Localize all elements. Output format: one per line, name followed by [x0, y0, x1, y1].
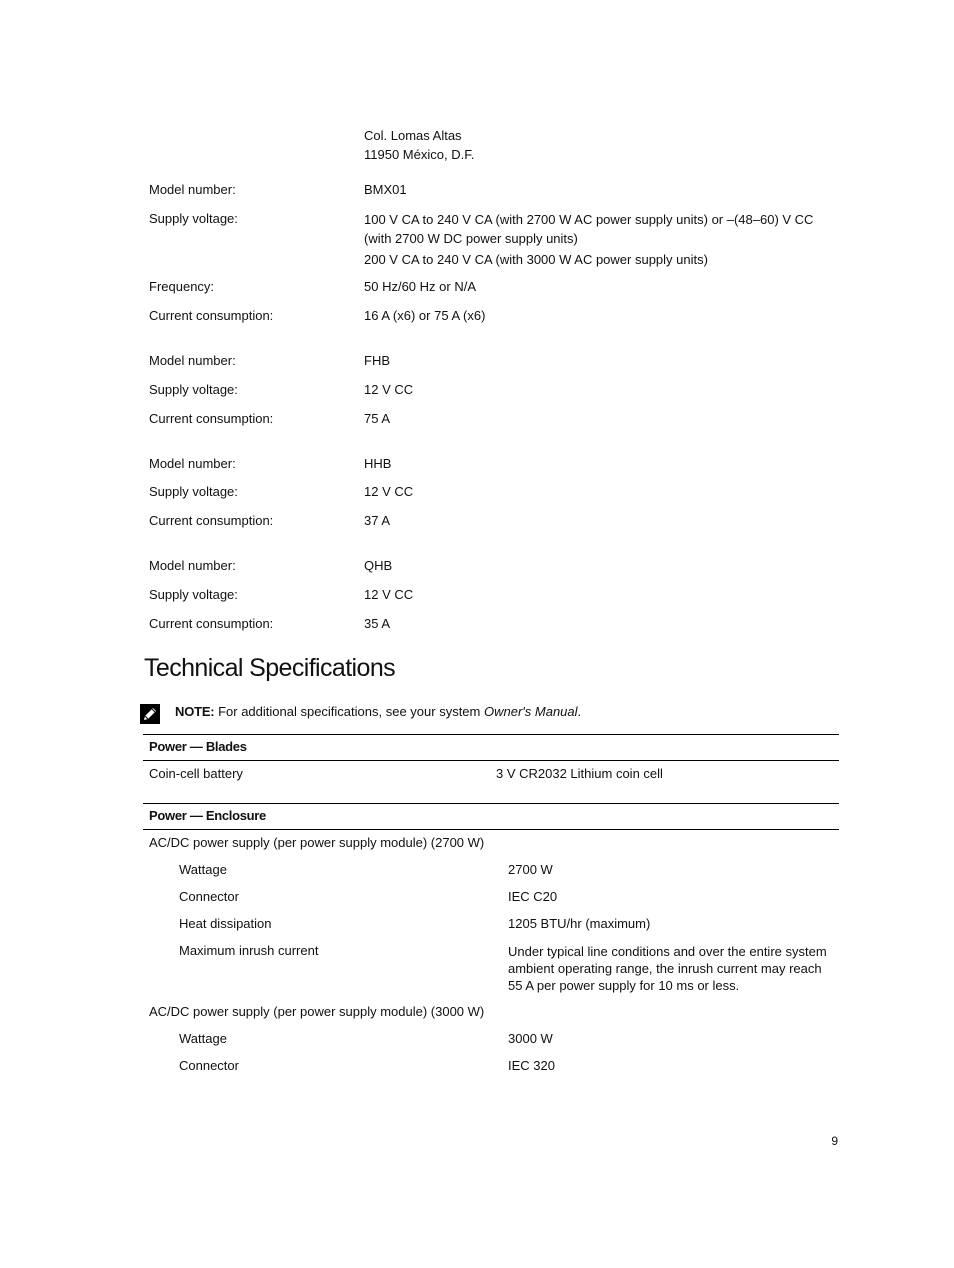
address-line-2: 11950 México, D.F.: [364, 147, 475, 162]
note-period: .: [577, 704, 582, 719]
table-header-rule: [143, 829, 839, 830]
note-label: NOTE:: [175, 704, 215, 719]
coin-cell-value: 3 V CR2032 Lithium coin cell: [496, 766, 663, 781]
current-consumption-value: 37 A: [364, 513, 391, 528]
note-manual-title: Owner's Manual: [484, 704, 578, 719]
note-body: For additional specifications, see your system: [218, 704, 481, 719]
coin-cell-label: Coin-cell battery: [149, 766, 243, 781]
model-number-value: FHB: [364, 353, 390, 368]
table-top-rule: [143, 803, 839, 804]
supply-voltage-value-2: 200 V CA to 240 V CA (with 3000 W AC power supply units): [364, 252, 708, 267]
inrush-current-value: Under typical line conditions and over the entire system ambient operating range, the inrush current may reach 55 A per power supply for 10 ms or less.: [508, 944, 827, 993]
table-header-blades: Power — Blades: [149, 739, 247, 754]
heat-dissipation-value: 1205 BTU/hr (maximum): [508, 916, 651, 931]
supply-voltage-value: 100 V CA to 240 V CA (with 2700 W AC power supply units) or –(48–60) V CC (with 2700 W DC power supply units): [364, 212, 814, 246]
frequency-value: 50 Hz/60 Hz or N/A: [364, 279, 476, 294]
connector-value: IEC C20: [508, 889, 558, 904]
model-number-value: QHB: [364, 558, 393, 573]
pencil-note-icon: [140, 704, 160, 724]
model-number-label: Model number:: [149, 456, 236, 471]
current-consumption-value: 75 A: [364, 411, 391, 426]
psu-2700-group-title: AC/DC power supply (per power supply module) (2700 W): [149, 835, 485, 850]
heat-dissipation-label: Heat dissipation: [179, 916, 272, 931]
inrush-current-label: Maximum inrush current: [179, 943, 319, 958]
supply-voltage-value: 12 V CC: [364, 382, 414, 397]
model-number-value: HHB: [364, 456, 392, 471]
supply-voltage-label: Supply voltage:: [149, 587, 238, 602]
page-number: 9: [831, 1134, 838, 1148]
wattage-value: 3000 W: [508, 1031, 553, 1046]
model-number-label: Model number:: [149, 558, 236, 573]
wattage-label: Wattage: [179, 862, 227, 877]
address-line-1: Col. Lomas Altas: [364, 128, 462, 143]
model-number-value: BMX01: [364, 182, 407, 197]
supply-voltage-label: Supply voltage:: [149, 382, 238, 397]
table-top-rule: [143, 734, 839, 735]
wattage-value: 2700 W: [508, 862, 553, 877]
connector-label: Connector: [179, 1058, 239, 1073]
wattage-label: Wattage: [179, 1031, 227, 1046]
table-header-enclosure: Power — Enclosure: [149, 808, 266, 823]
current-consumption-label: Current consumption:: [149, 513, 274, 528]
frequency-label: Frequency:: [149, 279, 215, 294]
psu-3000-group-title: AC/DC power supply (per power supply module) (3000 W): [149, 1004, 485, 1019]
table-header-rule: [143, 760, 839, 761]
connector-value: IEC 320: [508, 1058, 555, 1073]
current-consumption-label: Current consumption:: [149, 616, 274, 631]
supply-voltage-label: Supply voltage:: [149, 484, 238, 499]
current-consumption-label: Current consumption:: [149, 308, 274, 323]
section-title: Technical Specifications: [144, 654, 396, 682]
note-text: [175, 704, 581, 719]
current-consumption-label: Current consumption:: [149, 411, 274, 426]
current-consumption-value: 16 A (x6) or 75 A (x6): [364, 308, 486, 323]
model-number-label: Model number:: [149, 353, 236, 368]
supply-voltage-label: Supply voltage:: [149, 211, 238, 226]
current-consumption-value: 35 A: [364, 616, 391, 631]
supply-voltage-value: 12 V CC: [364, 587, 414, 602]
connector-label: Connector: [179, 889, 239, 904]
model-number-label: Model number:: [149, 182, 236, 197]
supply-voltage-value: 12 V CC: [364, 484, 414, 499]
